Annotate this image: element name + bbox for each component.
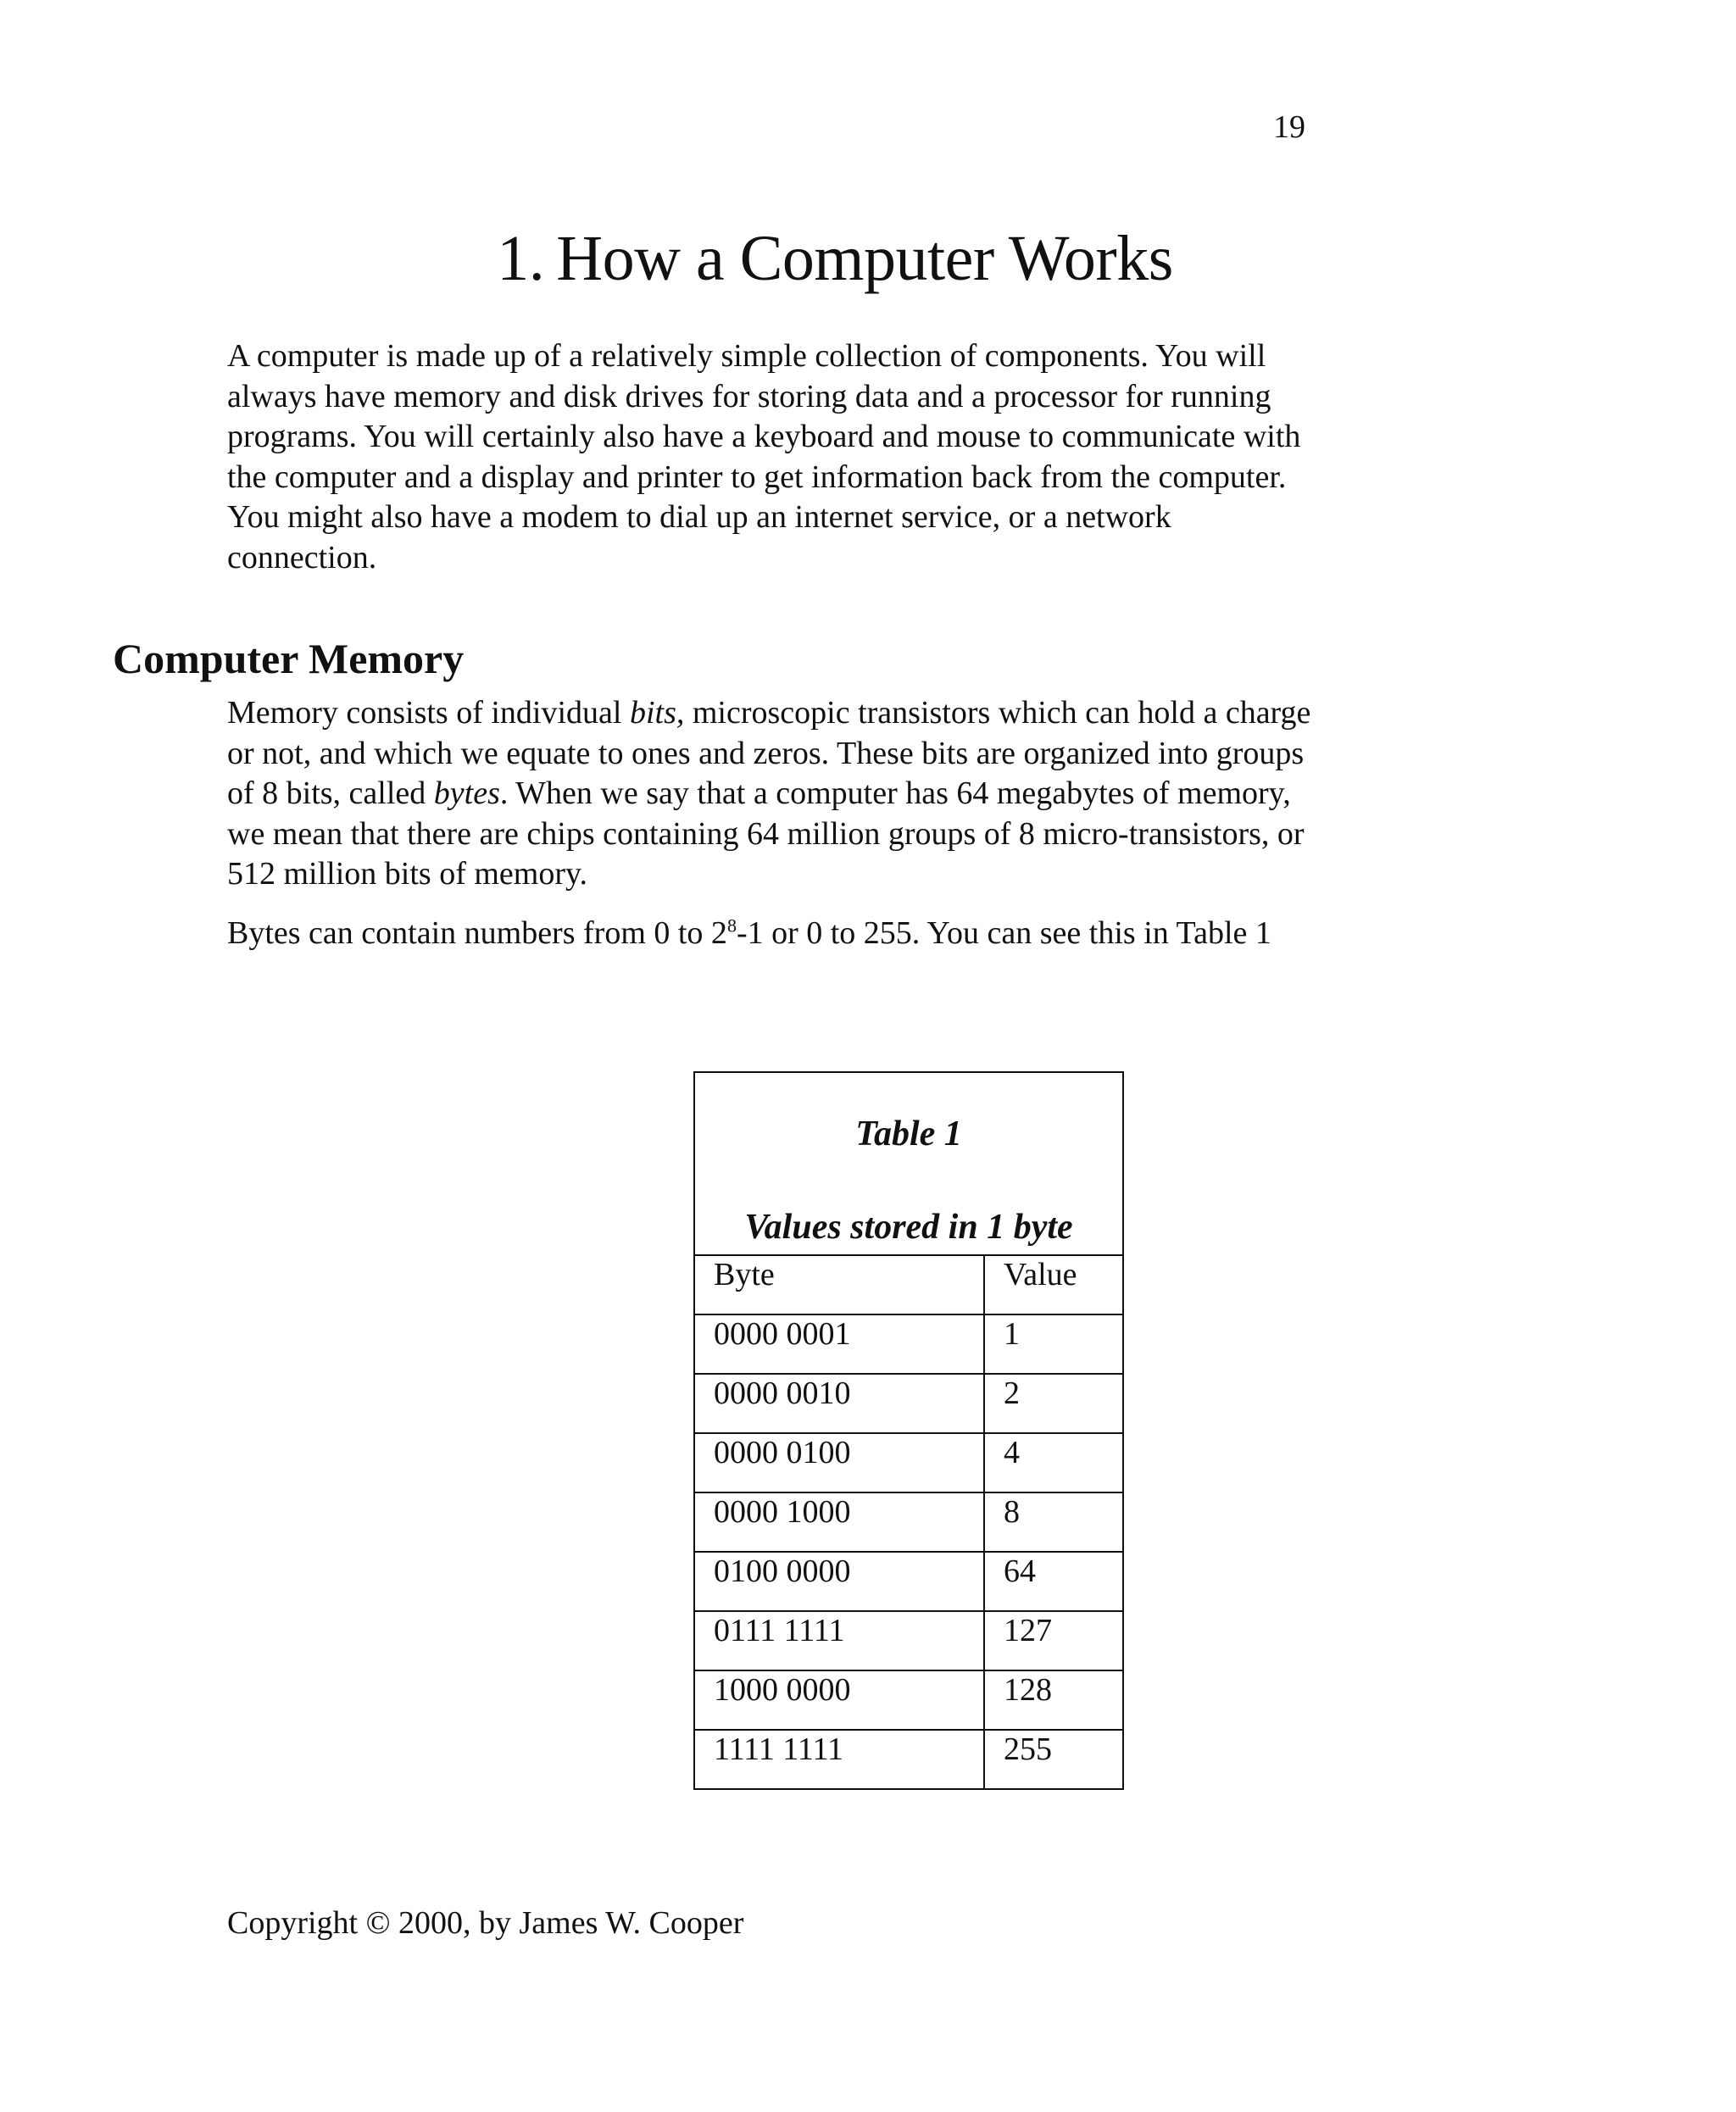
memory-paragraph-1-text-b: microscopic transistors which can hold a charge or not, and which we equate to ones and zeros. These bits are organized into groups of 8 bits, called <box>227 695 1311 811</box>
table-header-row <box>694 1255 1123 1314</box>
table-row <box>694 1670 1123 1730</box>
table-row <box>694 1552 1123 1611</box>
memory-paragraph-2 <box>227 914 1321 954</box>
byte-cell: 1111 1111 <box>694 1730 984 1789</box>
section-heading: Computer Memory <box>113 635 465 682</box>
memory-paragraph-1-text-c: . When we say that a computer has 64 megabytes of memory, we mean that there are chips containing 64 million groups of 8 micro-transistors, or 512 million bits of memory. <box>227 775 1305 892</box>
memory-paragraph-1 <box>227 693 1321 895</box>
chapter-title <box>0 222 1670 296</box>
copyright-footer: Copyright © 2000, by James W. Cooper <box>227 1905 744 1941</box>
table-caption <box>694 1072 1123 1255</box>
term-bytes: bytes <box>433 775 500 811</box>
value-cell: 64 <box>984 1552 1123 1611</box>
value-cell: 8 <box>984 1492 1123 1552</box>
column-header-value: Value <box>984 1255 1123 1314</box>
value-cell: 2 <box>984 1374 1123 1433</box>
memory-paragraph-1-text-a: Memory consists of individual <box>227 695 630 731</box>
byte-cell: 0000 0100 <box>694 1433 984 1492</box>
table-row <box>694 1433 1123 1492</box>
table-caption-row <box>694 1072 1123 1255</box>
byte-cell: 0000 1000 <box>694 1492 984 1552</box>
column-header-byte: Byte <box>694 1255 984 1314</box>
page-number: 19 <box>1273 109 1305 145</box>
table-row <box>694 1374 1123 1433</box>
byte-cell: 0100 0000 <box>694 1552 984 1611</box>
byte-cell: 0000 0001 <box>694 1314 984 1374</box>
byte-cell: 0111 1111 <box>694 1611 984 1670</box>
intro-paragraph: A computer is made up of a relatively simple collection of components. You will always have memory and disk drives for storing data and a processor for running programs. You will certainly also have a keyboard and mouse to communicate with the computer and a display and printer to get information back from the computer. You might also have a modem to dial up an internet service, or a network connection. <box>227 338 1301 575</box>
exponent: 8 <box>726 914 737 937</box>
table-caption-subtitle: Values stored in 1 byte <box>744 1208 1073 1247</box>
value-cell: 128 <box>984 1670 1123 1730</box>
table-row <box>694 1492 1123 1552</box>
value-cell: 1 <box>984 1314 1123 1374</box>
value-cell: 4 <box>984 1433 1123 1492</box>
table-row <box>694 1730 1123 1789</box>
chapter-number: 1. <box>497 223 545 294</box>
memory-paragraph-2-text-a: Bytes can contain numbers from 0 to 2 <box>227 915 727 951</box>
value-cell: 255 <box>984 1730 1123 1789</box>
byte-cell: 1000 0000 <box>694 1670 984 1730</box>
byte-values-table <box>693 1071 1124 1790</box>
table-caption-title: Table 1 <box>855 1114 962 1153</box>
term-bits: bits, <box>629 695 685 731</box>
table-row <box>694 1611 1123 1670</box>
byte-cell: 0000 0010 <box>694 1374 984 1433</box>
chapter-title-text: How a Computer Works <box>556 223 1173 294</box>
table-row <box>694 1314 1123 1374</box>
value-cell: 127 <box>984 1611 1123 1670</box>
memory-paragraph-2-text-b: -1 or 0 to 255. You can see this in Table 1 <box>736 915 1271 951</box>
